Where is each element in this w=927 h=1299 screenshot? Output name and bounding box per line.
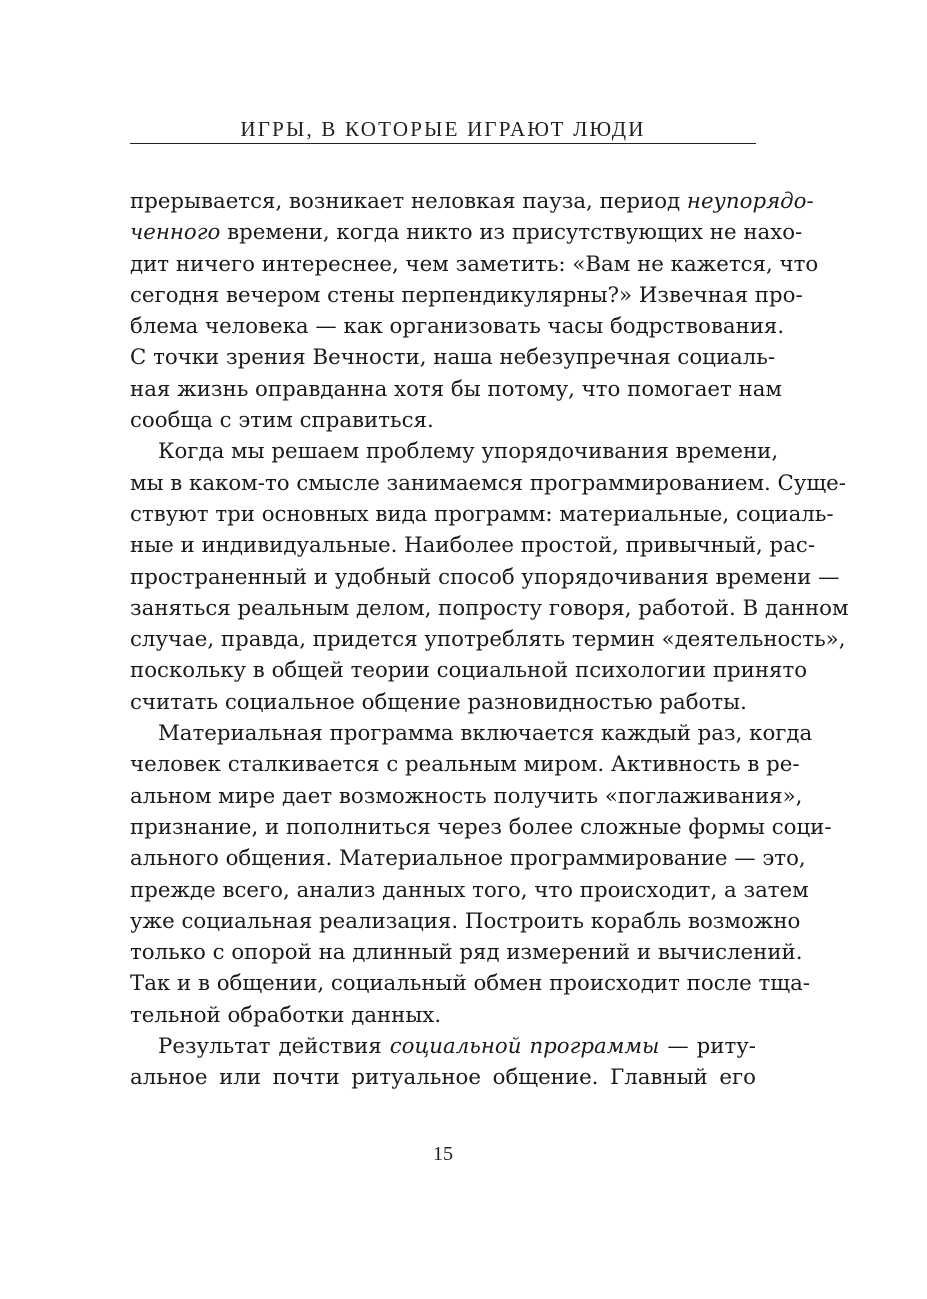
text-line: тельной обработки данных. bbox=[130, 1002, 442, 1028]
text-line: блема человека — как организовать часы бодрствования. bbox=[130, 314, 785, 340]
running-head: ИГРЫ, В КОТОРЫЕ ИГРАЮТ ЛЮДИ bbox=[240, 117, 646, 141]
text-line: ченного времени, когда никто из присутствующих не нахо- bbox=[130, 220, 803, 246]
text-line: прежде всего, анализ данных того, что происходит, а затем bbox=[130, 877, 809, 903]
text-line: дит ничего интереснее, чем заметить: «Вам не кажется, что bbox=[130, 251, 819, 277]
text-line: поскольку в общей теории социальной психологии принято bbox=[130, 658, 808, 684]
text-line: сообща с этим справиться. bbox=[130, 408, 434, 434]
text-line: ные и индивидуальные. Наиболее простой, привычный, рас- bbox=[130, 533, 816, 559]
text-line: Так и в общении, социальный обмен происходит после тща- bbox=[130, 971, 811, 997]
text-line: ального общения. Материальное программирование — это, bbox=[130, 846, 806, 872]
text-line: альном мире дает возможность получить «поглаживания», bbox=[130, 783, 803, 809]
text-line: только с опорой на длинный ряд измерений и вычислений. bbox=[130, 940, 803, 966]
text-line: С точки зрения Вечности, наша небезупречная социаль- bbox=[130, 345, 776, 371]
text-line: прерывается, возникает неловкая пауза, период неупорядо- bbox=[130, 189, 814, 214]
text-line: Результат действия социальной программы — риту- bbox=[158, 1034, 756, 1060]
text-line: Когда мы решаем проблему упорядочивания времени, bbox=[158, 439, 779, 465]
page-number: 15 bbox=[433, 1143, 453, 1165]
text-line: случае, правда, придется употреблять термин «деятельность», bbox=[130, 627, 846, 653]
body-text bbox=[130, 186, 849, 1094]
text-line: считать социальное общение разновидностью работы. bbox=[130, 689, 747, 715]
text-line: ная жизнь оправданна хотя бы потому, что помогает нам bbox=[130, 376, 782, 402]
text-line: заняться реальным делом, попросту говоря, работой. В данном bbox=[130, 595, 849, 621]
header-rule bbox=[130, 143, 756, 144]
text-line: мы в каком-то смысле занимаемся программированием. Суще- bbox=[130, 470, 846, 496]
text-line: уже социальная реализация. Построить корабль возможно bbox=[130, 908, 801, 934]
text-line: альное или почти ритуальное общение. Главный его bbox=[130, 1065, 756, 1091]
text-line: пространенный и удобный способ упорядочивания времени — bbox=[130, 564, 840, 590]
text-line: ствуют три основных вида программ: материальные, социаль- bbox=[130, 501, 834, 527]
text-line: сегодня вечером стены перпендикулярны?» Извечная про- bbox=[130, 282, 803, 308]
text-line: человек сталкивается с реальным миром. Активность в ре- bbox=[130, 752, 800, 778]
text-line: Материальная программа включается каждый раз, когда bbox=[158, 721, 813, 747]
text-line: признание, и пополниться через более сложные формы соци- bbox=[130, 814, 832, 840]
